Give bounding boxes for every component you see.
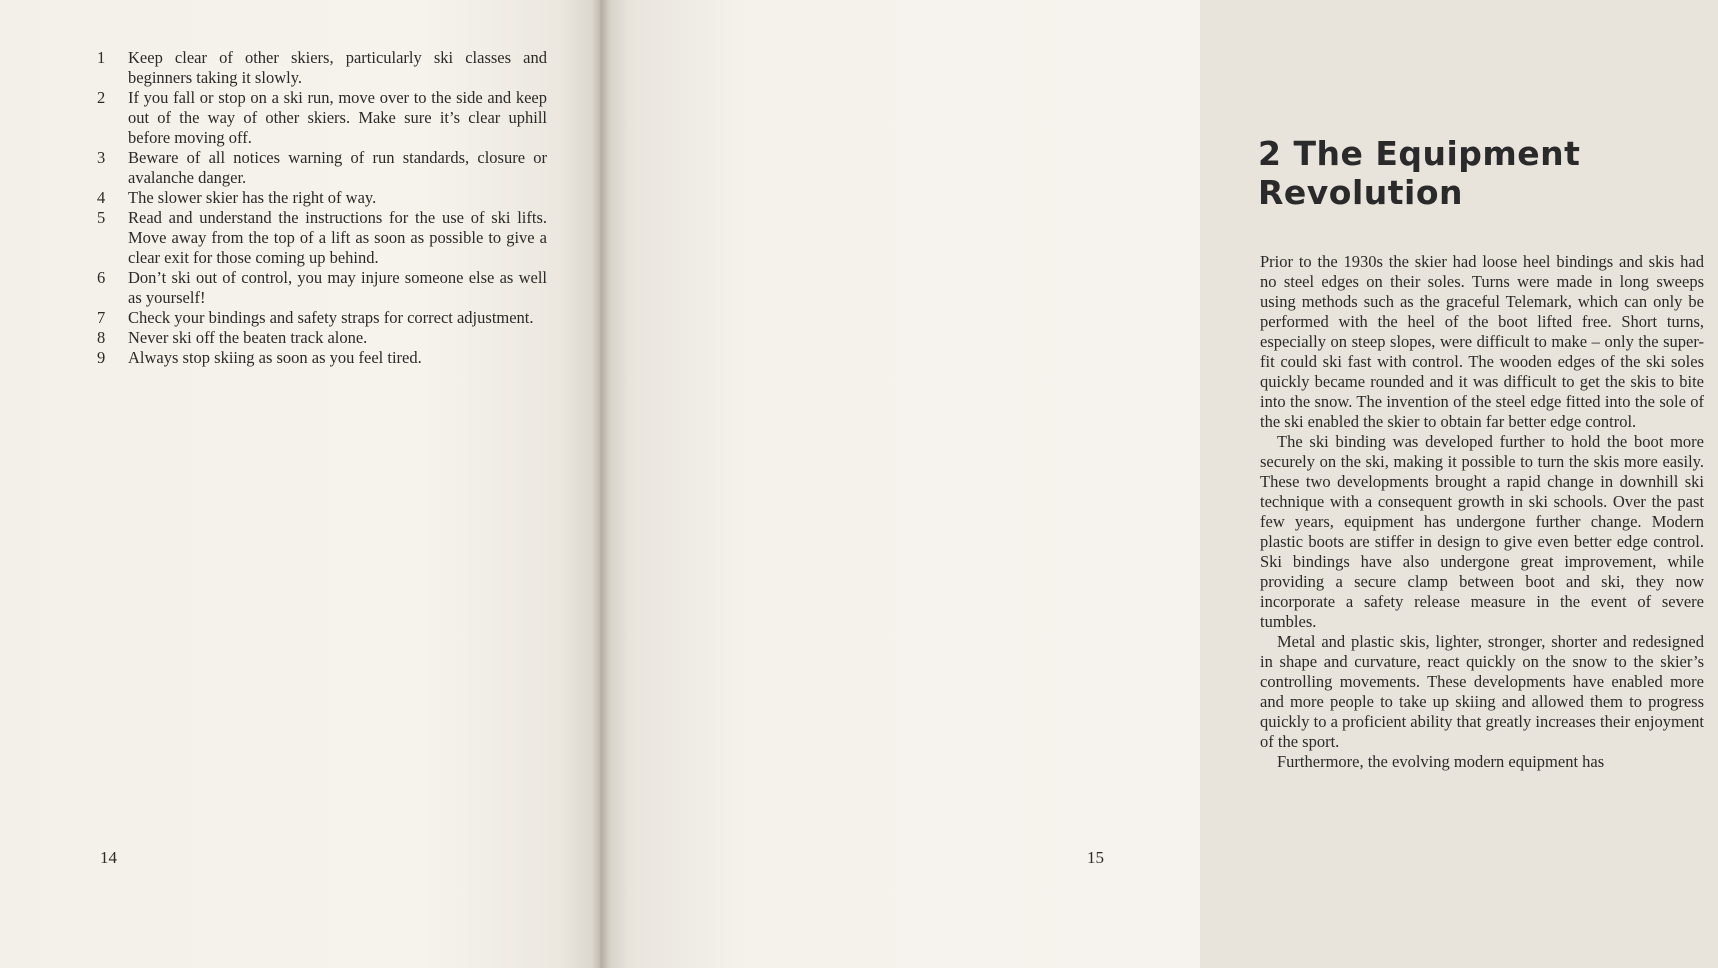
rule-text: Read and understand the instructions for the use of ski lifts. Move away from the top of a lift as soon as possible to give a clear exit for those coming up behind. xyxy=(128,208,547,267)
rule-text: The slower skier has the right of way. xyxy=(128,188,377,207)
paragraph: Furthermore, the evolving modern equipment has xyxy=(1277,752,1605,771)
list-item xyxy=(97,148,547,188)
rule-text: Never ski off the beaten track alone. xyxy=(128,328,368,347)
rule-number: 8 xyxy=(97,328,106,347)
rule-number: 9 xyxy=(97,348,106,367)
rule-number: 5 xyxy=(97,208,106,227)
rule-number: 2 xyxy=(97,88,106,107)
rule-number: 6 xyxy=(97,268,106,287)
left-page xyxy=(0,0,600,968)
rule-number: 7 xyxy=(97,308,106,327)
rule-text: Keep clear of other skiers, particularly ski classes and beginners taking it slowly. xyxy=(128,48,547,87)
list-item xyxy=(97,208,547,268)
list-item xyxy=(97,308,547,328)
rule-number: 4 xyxy=(97,188,106,207)
list-item xyxy=(97,188,547,208)
chapter-body xyxy=(1260,252,1704,772)
rule-text: Always stop skiing as soon as you feel tired. xyxy=(128,348,422,367)
page-number: 14 xyxy=(100,848,117,867)
rule-number: 1 xyxy=(97,48,106,67)
rule-text: Don’t ski out of control, you may injure someone else as well as yourself! xyxy=(128,268,547,307)
safety-rules-list xyxy=(97,48,547,368)
chapter-title: 2 The Equipment Revolution xyxy=(1258,134,1581,212)
list-item xyxy=(97,88,547,148)
rule-text: Beware of all notices warning of run standards, closure or avalanche danger. xyxy=(128,148,547,187)
page-number: 15 xyxy=(1087,848,1104,867)
paragraph: Metal and plastic skis, lighter, stronger, shorter and redesigned in shape and curvature, react quickly on the snow to the skier’s controlling movements. These developments have enabled more and more people to take up skiing and allowed them to progress quickly to a proficient ability that greatly increases their enjoyment of the sport. xyxy=(1260,632,1704,751)
rule-number: 3 xyxy=(97,148,106,167)
paragraph: The ski binding was developed further to hold the boot more securely on the ski, making it possible to turn the skis more easily. These two developments brought a rapid change in downhill ski technique with a consequent growth in ski schools. Over the past few years, equipment has undergone further change. Modern plastic boots are stiffer in design to give even better edge control. Ski bindings have also undergone great improvement, while providing a secure clamp between boot and ski, they now incorporate a safety release measure in the event of severe tumbles. xyxy=(1260,432,1704,631)
right-page xyxy=(600,0,1704,968)
paragraph: Prior to the 1930s the skier had loose heel bindings and skis had no steel edges on their soles. Turns were made in long sweeps using methods such as the graceful Telemark, which can only be performed with the heel of the boot lifted free. Short turns, especially on steep slopes, were difficult to make – only the super-fit could ski fast with control. The wooden edges of the ski soles quickly became rounded and it was difficult to get the skis to bite into the snow. The invention of the steel edge fitted into the sole of the ski enabled the skier to obtain far better edge control. xyxy=(1260,252,1704,431)
rule-text: If you fall or stop on a ski run, move over to the side and keep out of the way of other skiers. Make sure it’s clear uphill before moving off. xyxy=(128,88,547,147)
rule-text: Check your bindings and safety straps for correct adjustment. xyxy=(128,308,534,327)
list-item xyxy=(97,268,547,308)
list-item xyxy=(97,48,547,88)
list-item xyxy=(97,348,547,368)
list-item xyxy=(97,328,547,348)
